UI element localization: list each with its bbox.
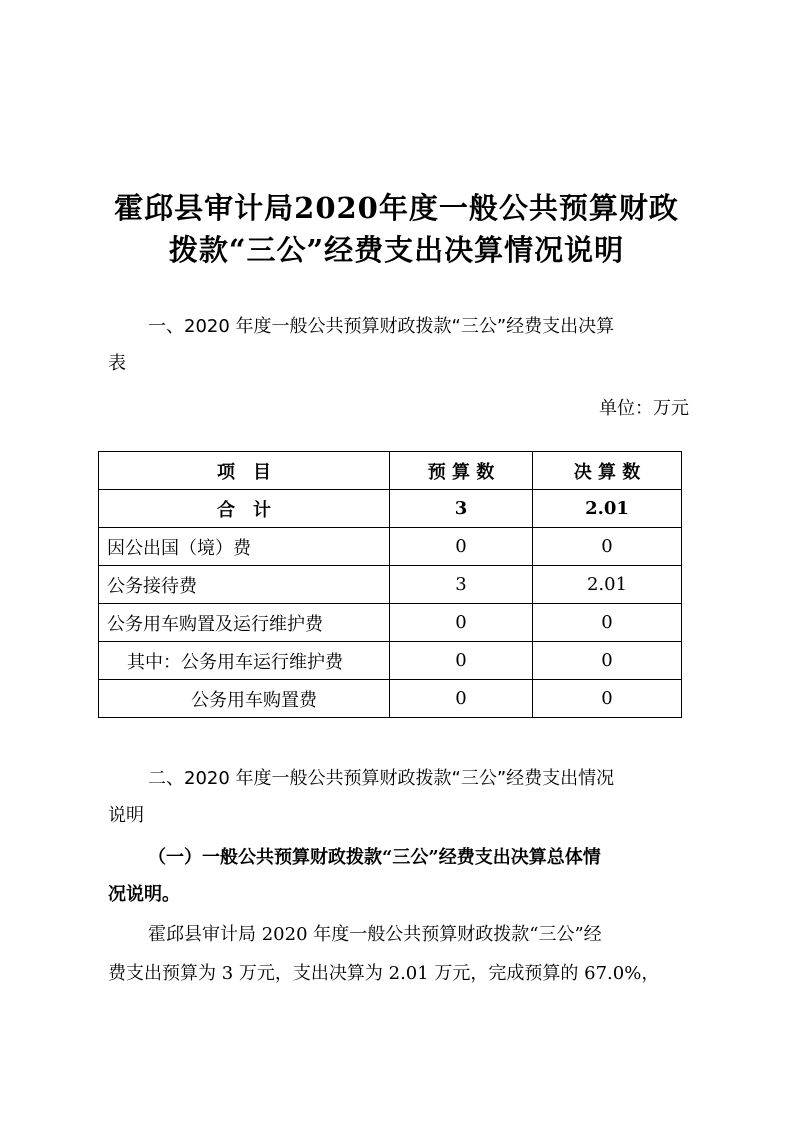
subsection-1-heading: （一）一般公共预算财政拨款“三公”经费支出决算总体情 xyxy=(148,847,601,868)
table-row xyxy=(99,642,682,680)
three-public-expenses-table xyxy=(98,451,682,718)
row-actual: 2.01 xyxy=(533,490,682,528)
header-item: 项 目 xyxy=(99,452,390,490)
row-actual: 0 xyxy=(533,680,682,718)
body-paragraph-line-2: 费支出预算为 3 万元，支出决算为 2.01 万元，完成预算的 67.0%， xyxy=(108,963,660,984)
table-row-total xyxy=(99,490,682,528)
row-item: 合 计 xyxy=(99,490,390,528)
table-header-row xyxy=(99,452,682,490)
row-budget: 0 xyxy=(390,680,533,718)
row-budget: 0 xyxy=(390,528,533,566)
section-2-heading-continued: 说明 xyxy=(108,805,144,826)
document-title-line-2: 拨款“三公”经费支出决算情况说明 xyxy=(168,233,625,267)
section-2-heading: 二、2020 年度一般公共预算财政拨款“三公”经费支出情况 xyxy=(148,768,615,789)
row-budget: 0 xyxy=(390,642,533,680)
row-item: 其中：公务用车运行维护费 xyxy=(99,642,390,680)
row-budget: 3 xyxy=(390,490,533,528)
body-paragraph-line-1: 霍邱县审计局 2020 年度一般公共预算财政拨款“三公”经 xyxy=(148,924,602,945)
row-item: 公务用车购置费 xyxy=(99,680,390,718)
row-budget: 3 xyxy=(390,566,533,604)
section-1-heading: 一、2020 年度一般公共预算财政拨款“三公”经费支出决算 xyxy=(148,316,615,337)
row-actual: 0 xyxy=(533,604,682,642)
table-row xyxy=(99,528,682,566)
row-item: 因公出国（境）费 xyxy=(99,528,390,566)
table-row xyxy=(99,680,682,718)
row-budget: 0 xyxy=(390,604,533,642)
document-title-line-1: 霍邱县审计局2020年度一般公共预算财政 xyxy=(114,191,679,225)
subsection-1-heading-continued: 况说明。 xyxy=(108,884,180,905)
row-actual: 2.01 xyxy=(533,566,682,604)
section-1-heading-continued: 表 xyxy=(108,353,126,374)
row-item: 公务接待费 xyxy=(99,566,390,604)
row-actual: 0 xyxy=(533,642,682,680)
header-budget: 预 算 数 xyxy=(390,452,533,490)
table-row xyxy=(99,604,682,642)
row-actual: 0 xyxy=(533,528,682,566)
header-actual: 决 算 数 xyxy=(533,452,682,490)
unit-label: 单位：万元 xyxy=(599,398,689,419)
table-row xyxy=(99,566,682,604)
row-item: 公务用车购置及运行维护费 xyxy=(99,604,390,642)
